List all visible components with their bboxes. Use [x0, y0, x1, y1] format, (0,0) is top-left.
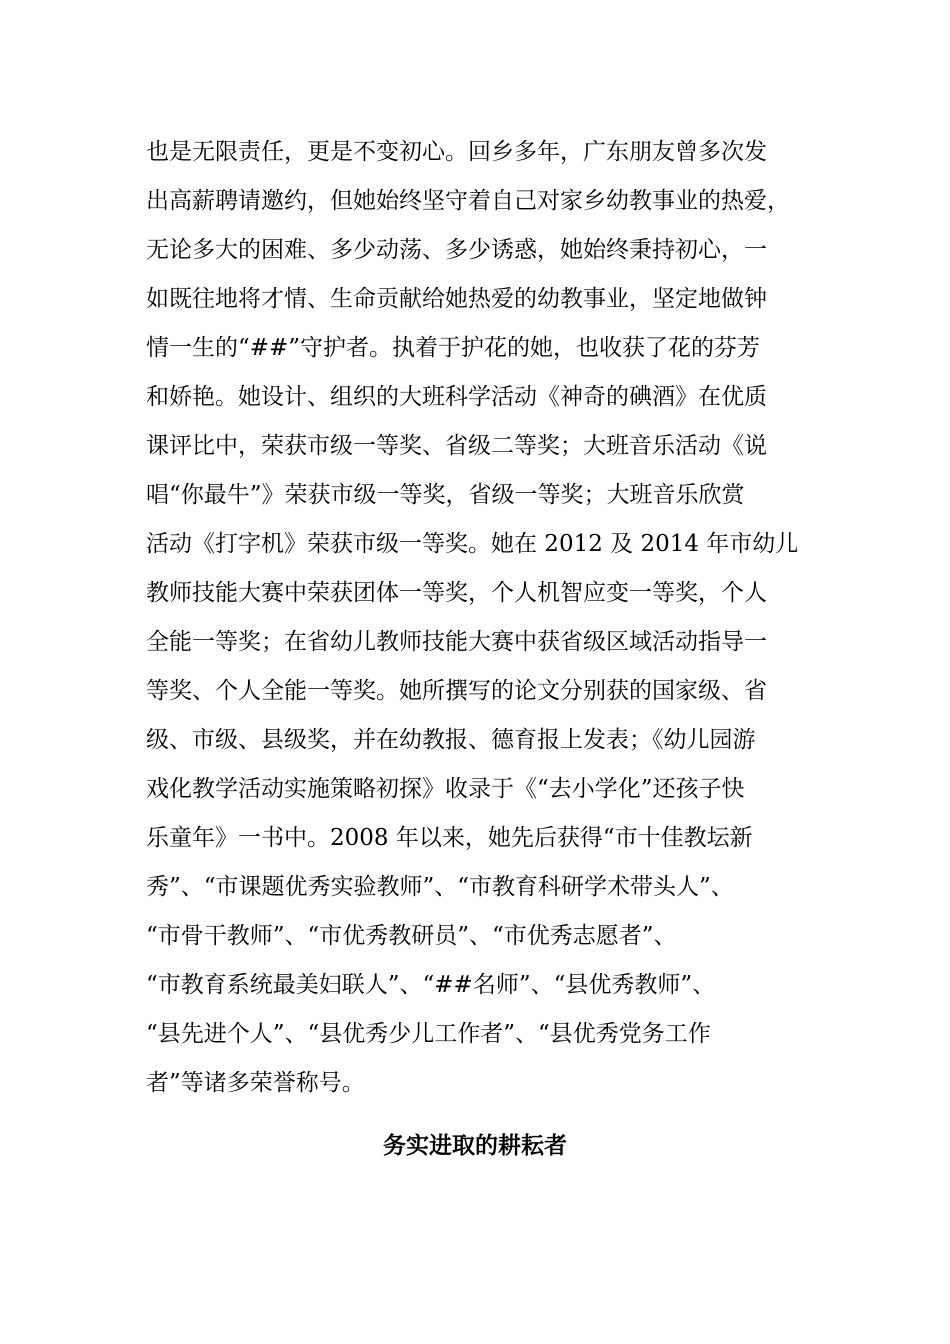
text-line: 教师技能大赛中荣获团体一等奖，个人机智应变一等奖，个人: [146, 580, 767, 606]
text-line: 课评比中，荣获市级一等奖、省级二等奖；大班音乐活动《说: [146, 433, 767, 459]
text-line: “市骨干教师”、“市优秀教研员”、“市优秀志愿者”、: [146, 923, 677, 949]
text-line: “市教育系统最美妇联人”、“##名师”、“县优秀教师”、: [146, 972, 716, 998]
text-line: 秀”、“市课题优秀实验教师”、“市教育科研学术带头人”、: [146, 874, 734, 900]
text-line: 和娇艳。她设计、组织的大班科学活动《神奇的碘酒》在优质: [146, 384, 767, 410]
text-line: 级、市级、县级奖，并在幼教报、德育报上发表；《幼儿园游: [146, 727, 756, 753]
text-line: 乐童年》一书中。2008 年以来，她先后获得“市十佳教坛新: [146, 825, 753, 851]
text-line: 无论多大的困难、多少动荡、多少诱惑，她始终秉持初心，一: [146, 237, 767, 263]
text-line: “县先进个人”、“县优秀少儿工作者”、“县优秀党务工作: [146, 1021, 711, 1047]
text-line: 也是无限责任，更是不变初心。回乡多年，广东朋友曾多次发: [146, 139, 767, 165]
text-line: 出高薪聘请邀约，但她始终坚守着自己对家乡幼教事业的热爱，: [146, 188, 790, 214]
body-paragraph: [146, 128, 826, 1108]
text-line: 戏化教学活动实施策略初探》收录于《“去小学化”还孩子快: [146, 776, 745, 802]
text-line: 情一生的“##”守护者。执着于护花的她，也收获了花的芬芳: [146, 335, 761, 361]
text-line: 等奖、个人全能一等奖。她所撰写的论文分别获的国家级、省: [146, 678, 767, 704]
text-line: 者”等诸多荣誉称号。: [146, 1070, 365, 1096]
text-line: 活动《打字机》荣获市级一等奖。她在 2012 及 2014 年市幼儿: [146, 531, 799, 557]
section-heading: 务实进取的耕耘者: [383, 1133, 567, 1159]
text-line: 如既往地将才情、生命贡献给她热爱的幼教事业，坚定地做钟: [146, 286, 767, 312]
text-line: 全能一等奖；在省幼儿教师技能大赛中获省级区域活动指导一: [146, 629, 767, 655]
text-line: 唱“你最牛”》荣获市级一等奖，省级一等奖；大班音乐欣赏: [146, 482, 745, 508]
